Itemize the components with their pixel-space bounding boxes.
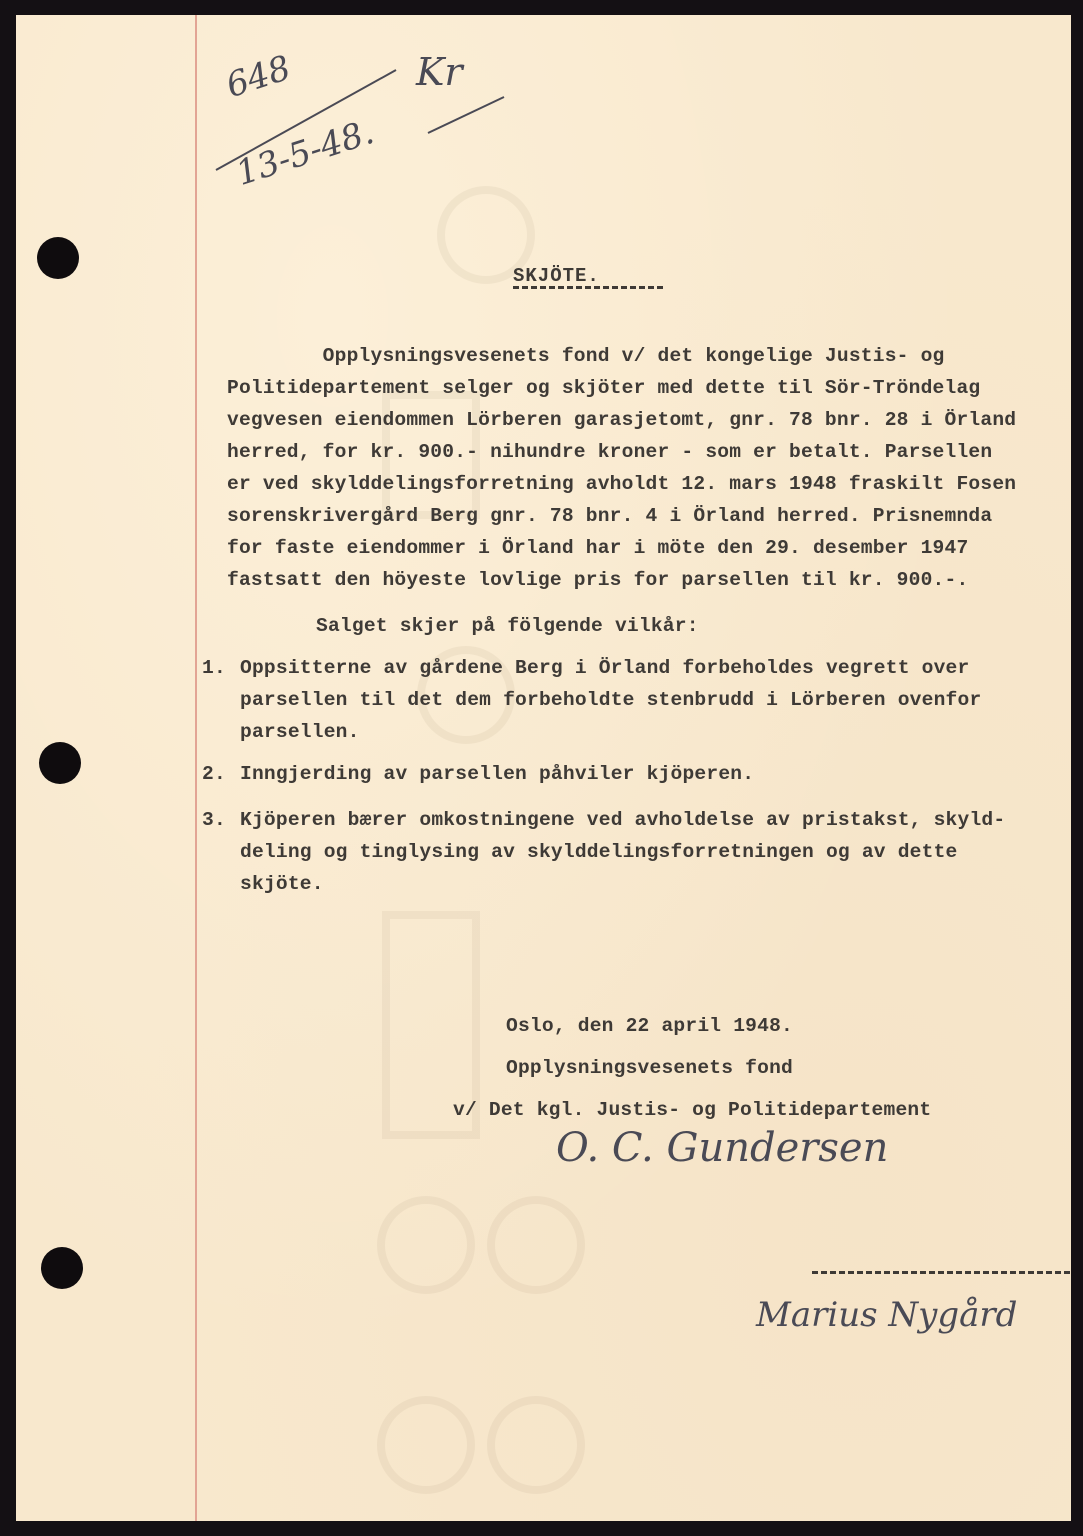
handwritten-date: 13-5-48. xyxy=(231,112,379,194)
condition-line: Inngjerding av parsellen påhviler kjöperen. xyxy=(240,763,755,785)
paragraph-line: er ved skylddelingsforretning avholdt 12. mars 1948 fraskilt Fosen xyxy=(227,473,1017,495)
signature-nygard: Marius Nygård xyxy=(756,1295,1018,1335)
condition-line: Oppsitterne av gårdene Berg i Örland forbeholdes vegrett over xyxy=(240,657,970,679)
document-page xyxy=(16,15,1071,1521)
signatory-dept: v/ Det kgl. Justis- og Politidepartement xyxy=(453,1099,932,1121)
handwritten-number: 648 xyxy=(221,47,296,107)
initials-underline-icon xyxy=(426,95,506,135)
condition-number: 1. xyxy=(202,657,226,679)
red-margin-line xyxy=(195,15,197,1521)
punch-hole-icon xyxy=(41,1247,83,1289)
conditions-intro: Salget skjer på fölgende vilkår: xyxy=(316,615,699,637)
condition-number: 2. xyxy=(202,763,226,785)
condition-line: deling og tinglysing av skylddelingsforretningen og av dette xyxy=(240,841,958,863)
paragraph-line: fastsatt den höyeste lovlige pris for parsellen til kr. 900.-. xyxy=(227,569,969,591)
paragraph-line: sorenskrivergård Berg gnr. 78 bnr. 4 i Örland herred. Prisnemnda xyxy=(227,505,993,527)
paragraph-line: Politidepartement selger og skjöter med dette til Sör-Tröndelag xyxy=(227,377,981,399)
condition-line: Kjöperen bærer omkostningene ved avholdelse av pristakst, skyld- xyxy=(240,809,1006,831)
punch-hole-icon xyxy=(37,237,79,279)
signature-dash-line xyxy=(812,1271,1070,1274)
condition-number: 3. xyxy=(202,809,226,831)
signatory-org: Opplysningsvesenets fond xyxy=(506,1057,793,1079)
punch-hole-icon xyxy=(39,742,81,784)
place-date: Oslo, den 22 april 1948. xyxy=(506,1015,793,1037)
condition-line: parsellen til det dem forbeholdte stenbrudd i Lörberen ovenfor xyxy=(240,689,982,711)
condition-line: parsellen. xyxy=(240,721,360,743)
document-title: SKJÖTE. xyxy=(513,265,600,287)
paragraph-line: vegvesen eiendommen Lörberen garasjetomt, gnr. 78 bnr. 28 i Örland xyxy=(227,409,1017,431)
signature-gundersen: O. C. Gundersen xyxy=(556,1125,889,1171)
condition-line: skjöte. xyxy=(240,873,324,895)
paragraph-line: herred, for kr. 900.- nihundre kroner - som er betalt. Parsellen xyxy=(227,441,993,463)
handwritten-initials: Kr xyxy=(416,50,463,94)
paragraph-line: Opplysningsvesenets fond v/ det kongelige Justis- og xyxy=(227,345,945,367)
paragraph-line: for faste eiendommer i Örland har i möte den 29. desember 1947 xyxy=(227,537,969,559)
watermark-icon xyxy=(346,95,586,1515)
title-underline xyxy=(513,286,663,289)
